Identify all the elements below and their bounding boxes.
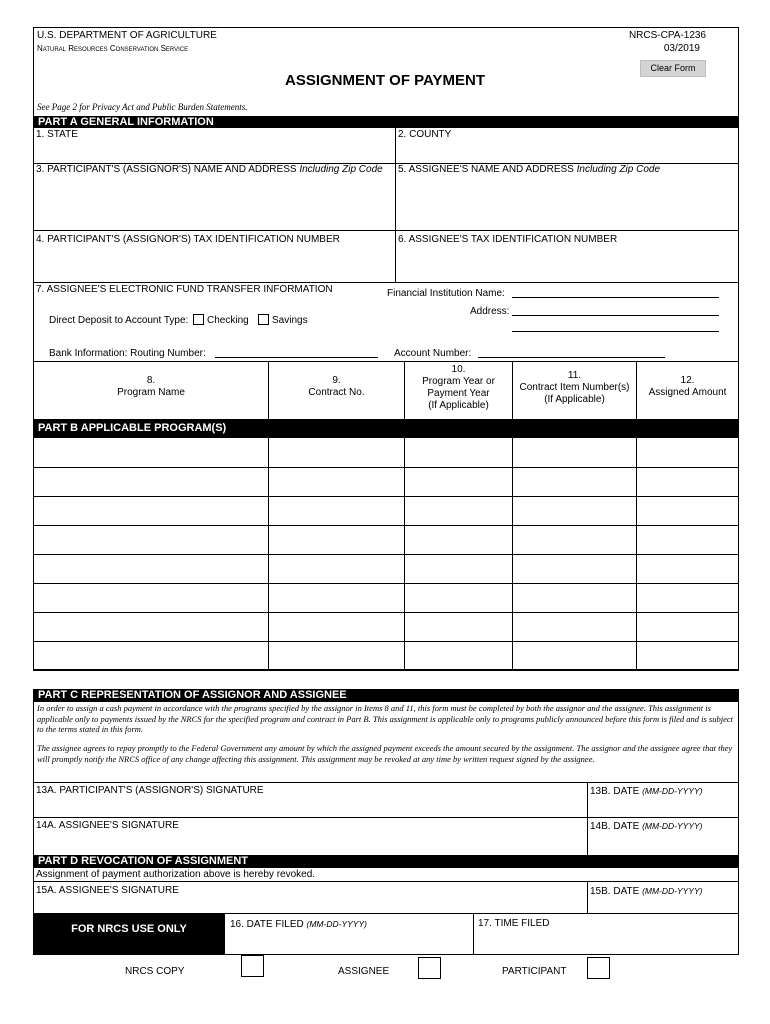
eft-label: 7. ASSIGNEE'S ELECTRONIC FUND TRANSFER INFORMATION — [36, 284, 333, 295]
table-cell-input[interactable] — [34, 439, 268, 466]
table-cell-input[interactable] — [34, 613, 268, 640]
revocation-signature-label: 15A. ASSIGNEE'S SIGNATURE — [36, 885, 179, 896]
assignee-date-label: 14B. DATE (MM-DD-YYYY) — [590, 821, 703, 832]
assignee-name-label: 5. ASSIGNEE'S NAME AND ADDRESS Including Zip Code — [398, 164, 661, 175]
assignee-date-input[interactable] — [589, 833, 737, 853]
table-cell-input[interactable] — [405, 642, 512, 669]
table-row — [33, 670, 739, 671]
table-cell-input[interactable] — [637, 468, 738, 495]
agency-name: U.S. DEPARTMENT OF AGRICULTURE — [37, 30, 217, 41]
table-cell-input[interactable] — [637, 526, 738, 553]
privacy-note: See Page 2 for Privacy Act and Public Burden Statements. — [37, 102, 248, 112]
table-cell-input[interactable] — [269, 613, 404, 640]
table-cell-input[interactable] — [513, 613, 636, 640]
date-filed-input[interactable] — [227, 932, 471, 952]
time-filed-input[interactable] — [475, 932, 737, 952]
table-cell-input[interactable] — [34, 468, 268, 495]
table-cell-input[interactable] — [405, 555, 512, 582]
form-title: ASSIGNMENT OF PAYMENT — [284, 72, 486, 89]
table-cell-input[interactable] — [405, 439, 512, 466]
table-cell-input[interactable] — [269, 555, 404, 582]
participant-date-label: 13B. DATE (MM-DD-YYYY) — [590, 786, 703, 797]
fin-address-label: Address: — [470, 306, 510, 317]
fin-address-input-2[interactable] — [512, 331, 719, 332]
assignee-tin-label: 6. ASSIGNEE'S TAX IDENTIFICATION NUMBER — [398, 234, 618, 245]
table-cell-input[interactable] — [513, 642, 636, 669]
nrcs-copy-checkbox[interactable] — [241, 955, 264, 977]
participant-name-input[interactable] — [35, 178, 393, 228]
table-cell-input[interactable] — [637, 555, 738, 582]
fin-name-label: Financial Institution Name: — [387, 288, 505, 299]
col-contract-no: 9. Contract No. — [308, 375, 365, 398]
table-cell-input[interactable] — [405, 468, 512, 495]
table-cell-input[interactable] — [269, 584, 404, 611]
participant-signature-label: 13A. PARTICIPANT'S (ASSIGNOR'S) SIGNATURE — [36, 785, 264, 796]
state-input[interactable] — [35, 142, 393, 162]
routing-label: Bank Information: Routing Number: — [49, 348, 206, 359]
table-cell-input[interactable] — [34, 584, 268, 611]
revocation-signature-input[interactable] — [35, 898, 585, 912]
account-input[interactable] — [478, 357, 665, 358]
revocation-statement: Assignment of payment authorization above is hereby revoked. — [36, 869, 316, 880]
table-cell-input[interactable] — [269, 468, 404, 495]
assignee-signature-input[interactable] — [35, 833, 585, 853]
deposit-type-label: Direct Deposit to Account Type: — [49, 315, 189, 326]
table-cell-input[interactable] — [513, 468, 636, 495]
participant-date-input[interactable] — [589, 798, 737, 815]
savings-label: Savings — [272, 315, 308, 326]
table-cell-input[interactable] — [34, 555, 268, 582]
revocation-date-input[interactable] — [589, 898, 737, 912]
revocation-date-label: 15B. DATE (MM-DD-YYYY) — [590, 886, 703, 897]
table-cell-input[interactable] — [513, 584, 636, 611]
part-c-para-2: The assignee agrees to repay promptly to the Federal Government any amount by which the assigned payment exceeds the amount secured by the assignment. The assignor and the assignee agree that they will promptly notify the NRCS office of any change affecting this assignment. This assignment may be revoked at any time by written request signed by the assignee. — [37, 743, 733, 764]
col-item-number: 11. Contract Item Number(s) (If Applicable) — [519, 370, 630, 405]
participant-copy-label: PARTICIPANT — [502, 966, 567, 977]
fin-address-input[interactable] — [512, 315, 719, 316]
part-d-header: PART D REVOCATION OF ASSIGNMENT — [33, 855, 739, 868]
routing-input[interactable] — [215, 357, 378, 358]
account-label: Account Number: — [394, 348, 472, 359]
col-assigned-amount: 12. Assigned Amount — [648, 375, 727, 398]
clear-form-button[interactable]: Clear Form — [640, 60, 706, 77]
part-c-header: PART C REPRESENTATION OF ASSIGNOR AND ASSIGNEE — [33, 689, 739, 702]
county-input[interactable] — [397, 142, 737, 162]
table-cell-input[interactable] — [513, 497, 636, 524]
table-cell-input[interactable] — [269, 439, 404, 466]
col-program-year: 10. Program Year or Payment Year (If Applicable) — [422, 364, 495, 411]
table-cell-input[interactable] — [513, 526, 636, 553]
part-c-para-1: In order to assign a cash payment in accordance with the programs specified by the assignor in Items 8 and 11, this form must be completed by both the assignor and the assignee. This assignment is applicable only to payments issued by the NRCS for the specified program and contract in Part B. This assignment is applicable only to programs publicly announced before this form is filed and is subject to the terms stated in this form. — [37, 703, 733, 734]
part-b-header: PART B APPLICABLE PROGRAM(S) — [33, 419, 739, 438]
time-filed-label: 17. TIME FILED — [478, 918, 550, 929]
form-number: NRCS-CPA-1236 — [628, 30, 706, 41]
table-cell-input[interactable] — [637, 439, 738, 466]
nrcs-copy-label: NRCS COPY — [125, 966, 185, 977]
table-cell-input[interactable] — [269, 642, 404, 669]
table-cell-input[interactable] — [405, 584, 512, 611]
participant-copy-checkbox[interactable] — [587, 957, 610, 979]
assignee-tin-input[interactable] — [397, 248, 737, 280]
participant-name-label: 3. PARTICIPANT'S (ASSIGNOR'S) NAME AND ADDRESS Including Zip Code — [36, 164, 383, 175]
col-program-name: 8. Program Name — [117, 375, 185, 398]
table-cell-input[interactable] — [513, 439, 636, 466]
form-date: 03/2019 — [663, 43, 700, 54]
table-cell-input[interactable] — [269, 497, 404, 524]
savings-checkbox[interactable] — [258, 314, 269, 325]
participant-tin-label: 4. PARTICIPANT'S (ASSIGNOR'S) TAX IDENTIFICATION NUMBER — [36, 234, 340, 245]
state-label: 1. STATE — [36, 129, 78, 140]
table-cell-input[interactable] — [34, 526, 268, 553]
fin-name-input[interactable] — [512, 297, 719, 298]
county-label: 2. COUNTY — [398, 129, 452, 140]
table-cell-input[interactable] — [637, 642, 738, 669]
date-filed-label: 16. DATE FILED (MM-DD-YYYY) — [230, 919, 367, 930]
assignee-signature-label: 14A. ASSIGNEE'S SIGNATURE — [36, 820, 179, 831]
assignee-name-input[interactable] — [397, 178, 737, 228]
participant-signature-input[interactable] — [35, 798, 585, 815]
table-cell-input[interactable] — [34, 642, 268, 669]
table-cell-input[interactable] — [637, 584, 738, 611]
table-cell-input[interactable] — [405, 613, 512, 640]
assignee-copy-label: ASSIGNEE — [338, 966, 390, 977]
checking-checkbox[interactable] — [193, 314, 204, 325]
participant-tin-input[interactable] — [35, 248, 393, 280]
service-name: Natural Resources Conservation Service — [37, 44, 189, 53]
table-cell-input[interactable] — [637, 497, 738, 524]
part-a-header: PART A GENERAL INFORMATION — [33, 116, 739, 128]
checking-label: Checking — [207, 315, 249, 326]
table-cell-input[interactable] — [513, 555, 636, 582]
table-cell-input[interactable] — [269, 526, 404, 553]
assignee-copy-checkbox[interactable] — [418, 957, 441, 979]
table-cell-input[interactable] — [405, 526, 512, 553]
table-cell-input[interactable] — [405, 497, 512, 524]
table-cell-input[interactable] — [34, 497, 268, 524]
table-cell-input[interactable] — [637, 613, 738, 640]
nrcs-use-only-label: FOR NRCS USE ONLY — [71, 923, 187, 935]
